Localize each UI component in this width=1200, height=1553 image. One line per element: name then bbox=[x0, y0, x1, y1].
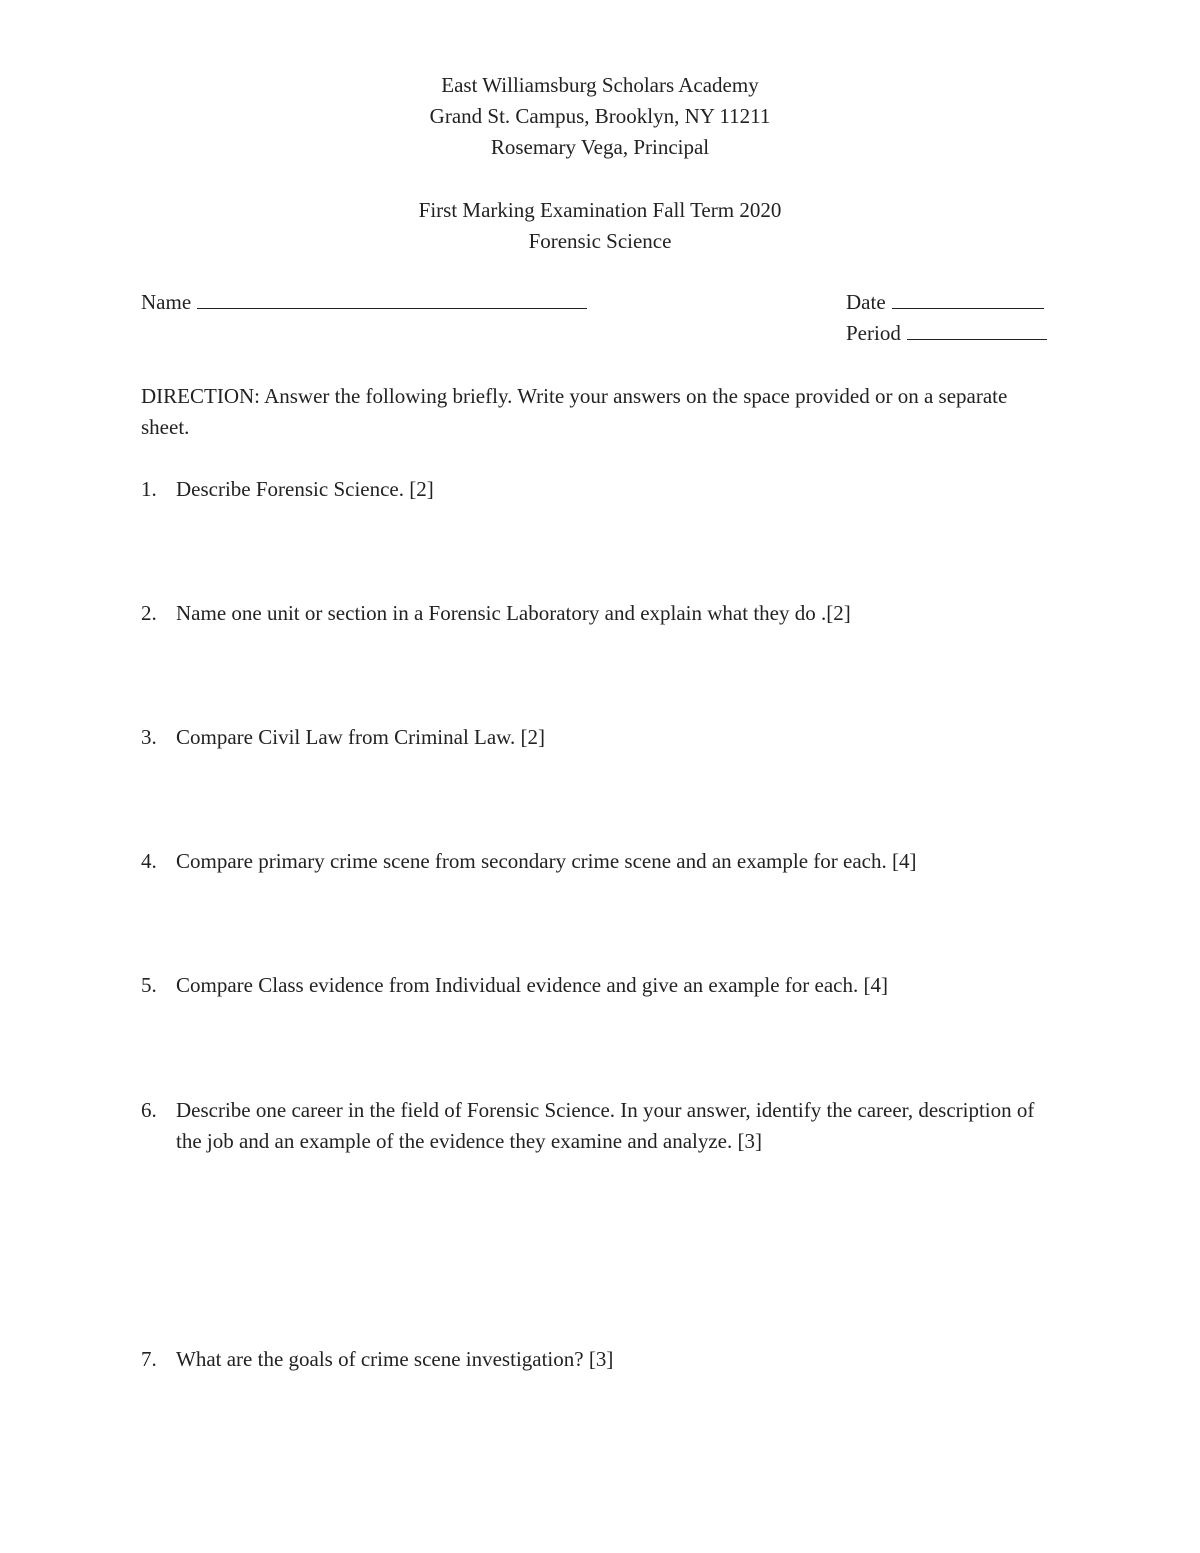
exam-title: First Marking Examination Fall Term 2020 bbox=[418, 198, 782, 222]
question-number: 5. bbox=[141, 973, 157, 997]
question-number: 3. bbox=[141, 725, 157, 749]
question-text: Name one unit or section in a Forensic Laboratory and explain what they do .[2] bbox=[176, 601, 851, 625]
question-number: 1. bbox=[141, 477, 157, 501]
question-text: Compare primary crime scene from secondary crime scene and an example for each. [4] bbox=[176, 849, 917, 873]
question-text: Describe one career in the field of Forensic Science. In your answer, identify the career, description of the job and an example of the evidence they examine and analyze. [3] bbox=[176, 1098, 1035, 1153]
question-3 bbox=[141, 722, 1041, 753]
date-field bbox=[846, 287, 1044, 318]
question-number: 4. bbox=[141, 849, 157, 873]
direction-text: DIRECTION: Answer the following briefly. Write your answers on the space provided or on a separate sheet. bbox=[141, 384, 1008, 439]
principal-name: Rosemary Vega, Principal bbox=[490, 135, 710, 159]
date-label: Date bbox=[846, 290, 886, 314]
period-label: Period bbox=[846, 321, 901, 345]
question-number: 6. bbox=[141, 1098, 157, 1122]
question-number: 2. bbox=[141, 601, 157, 625]
question-6 bbox=[141, 1095, 1041, 1157]
question-2 bbox=[141, 598, 1041, 629]
question-text: What are the goals of crime scene investigation? [3] bbox=[176, 1347, 614, 1371]
question-number: 7. bbox=[141, 1347, 157, 1371]
question-text: Compare Class evidence from Individual evidence and give an example for each. [4] bbox=[176, 973, 888, 997]
period-blank[interactable] bbox=[907, 319, 1047, 340]
school-name: East Williamsburg Scholars Academy bbox=[441, 73, 759, 97]
period-field bbox=[846, 318, 1047, 349]
name-label: Name bbox=[141, 290, 192, 314]
name-field bbox=[141, 287, 587, 318]
subject-title: Forensic Science bbox=[528, 229, 672, 253]
question-4 bbox=[141, 846, 1041, 877]
question-5 bbox=[141, 970, 1041, 1001]
school-header bbox=[0, 70, 1200, 163]
exam-header bbox=[0, 195, 1200, 257]
campus-address: Grand St. Campus, Brooklyn, NY 11211 bbox=[429, 104, 771, 128]
question-text: Compare Civil Law from Criminal Law. [2] bbox=[176, 725, 545, 749]
question-1 bbox=[141, 474, 1041, 505]
name-blank[interactable] bbox=[197, 288, 587, 309]
question-7 bbox=[141, 1344, 1041, 1375]
date-blank[interactable] bbox=[892, 288, 1044, 309]
question-text: Describe Forensic Science. [2] bbox=[176, 477, 434, 501]
